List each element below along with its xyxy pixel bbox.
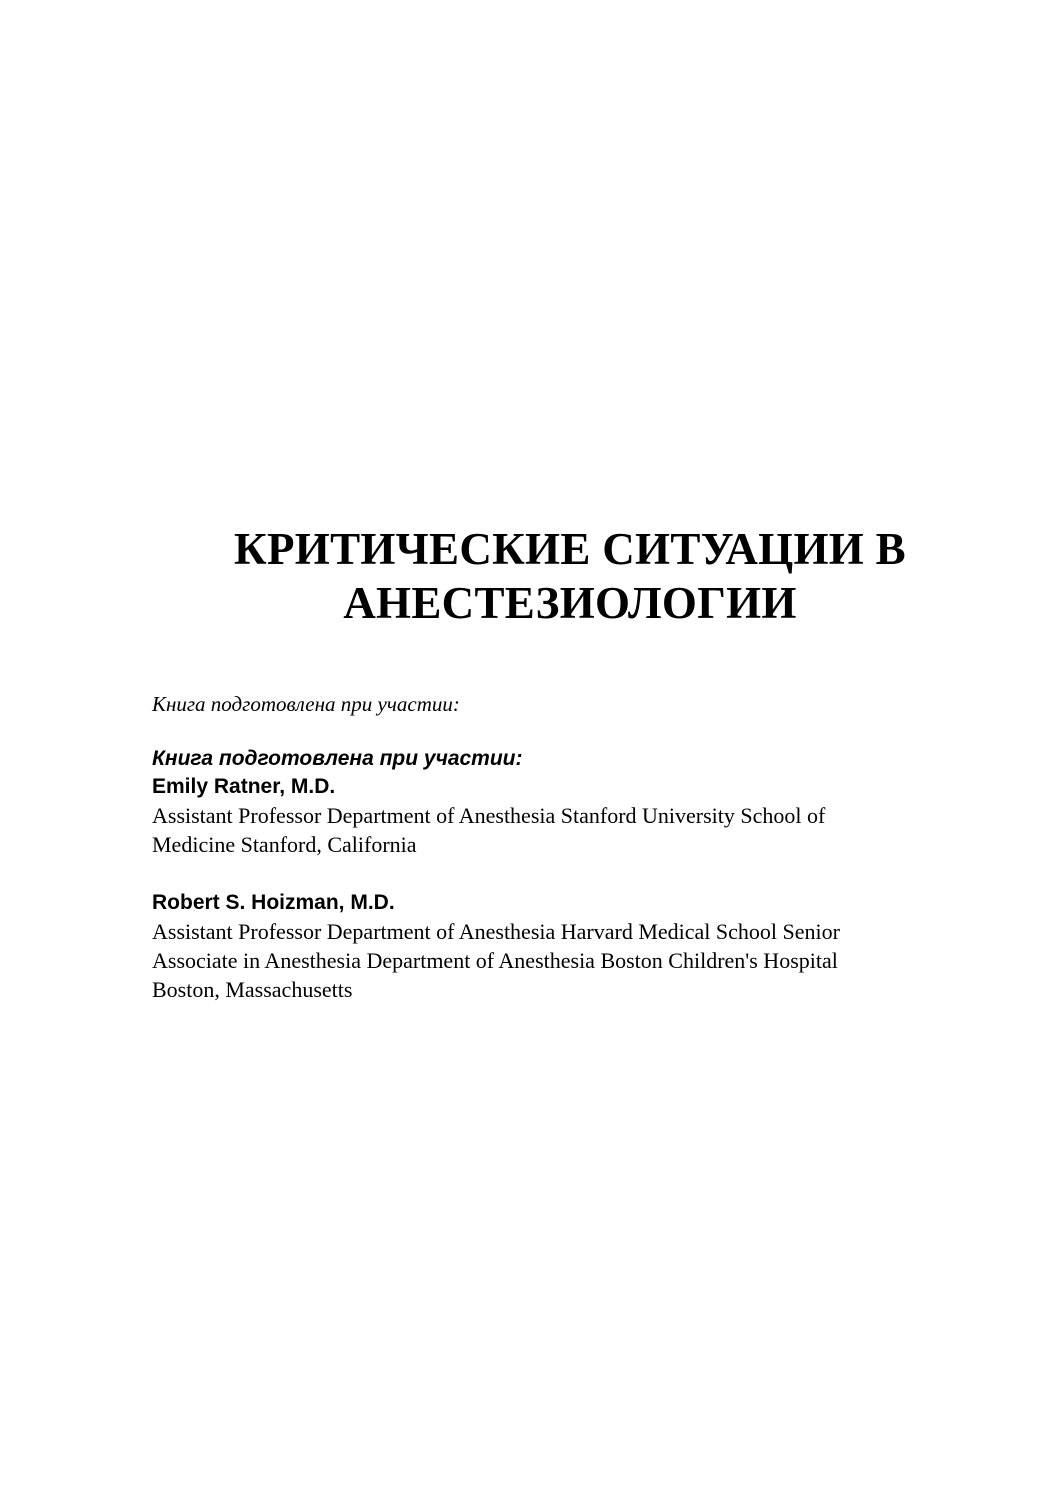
contributor-affiliation <box>152 917 952 1004</box>
affiliation-line: Associate in Anesthesia Department of Anesthesia Boston Children's Hospital <box>152 948 838 973</box>
intro-text: Книга подготовлена при участии: <box>152 692 460 716</box>
book-title-line: АНЕСТЕЗИОЛОГИИ <box>343 578 797 628</box>
contributor-block <box>152 889 952 1004</box>
contributor-name: Emily Ratner, M.D. <box>152 775 336 798</box>
affiliation-line: Boston, Massachusetts <box>152 977 353 1002</box>
contributor-block <box>152 745 952 859</box>
contributors-heading: Книга подготовлена при участии: <box>152 747 523 770</box>
affiliation-line: Assistant Professor Department of Anesthesia Stanford University School of <box>152 803 826 828</box>
contributor-affiliation <box>152 801 952 859</box>
affiliation-line: Medicine Stanford, California <box>152 832 417 857</box>
contributor-name: Robert S. Hoizman, M.D. <box>152 891 395 914</box>
book-title <box>120 522 1020 630</box>
affiliation-line: Assistant Professor Department of Anesthesia Harvard Medical School Senior <box>152 919 840 944</box>
book-title-line: КРИТИЧЕСКИЕ СИТУАЦИИ В <box>234 524 906 574</box>
